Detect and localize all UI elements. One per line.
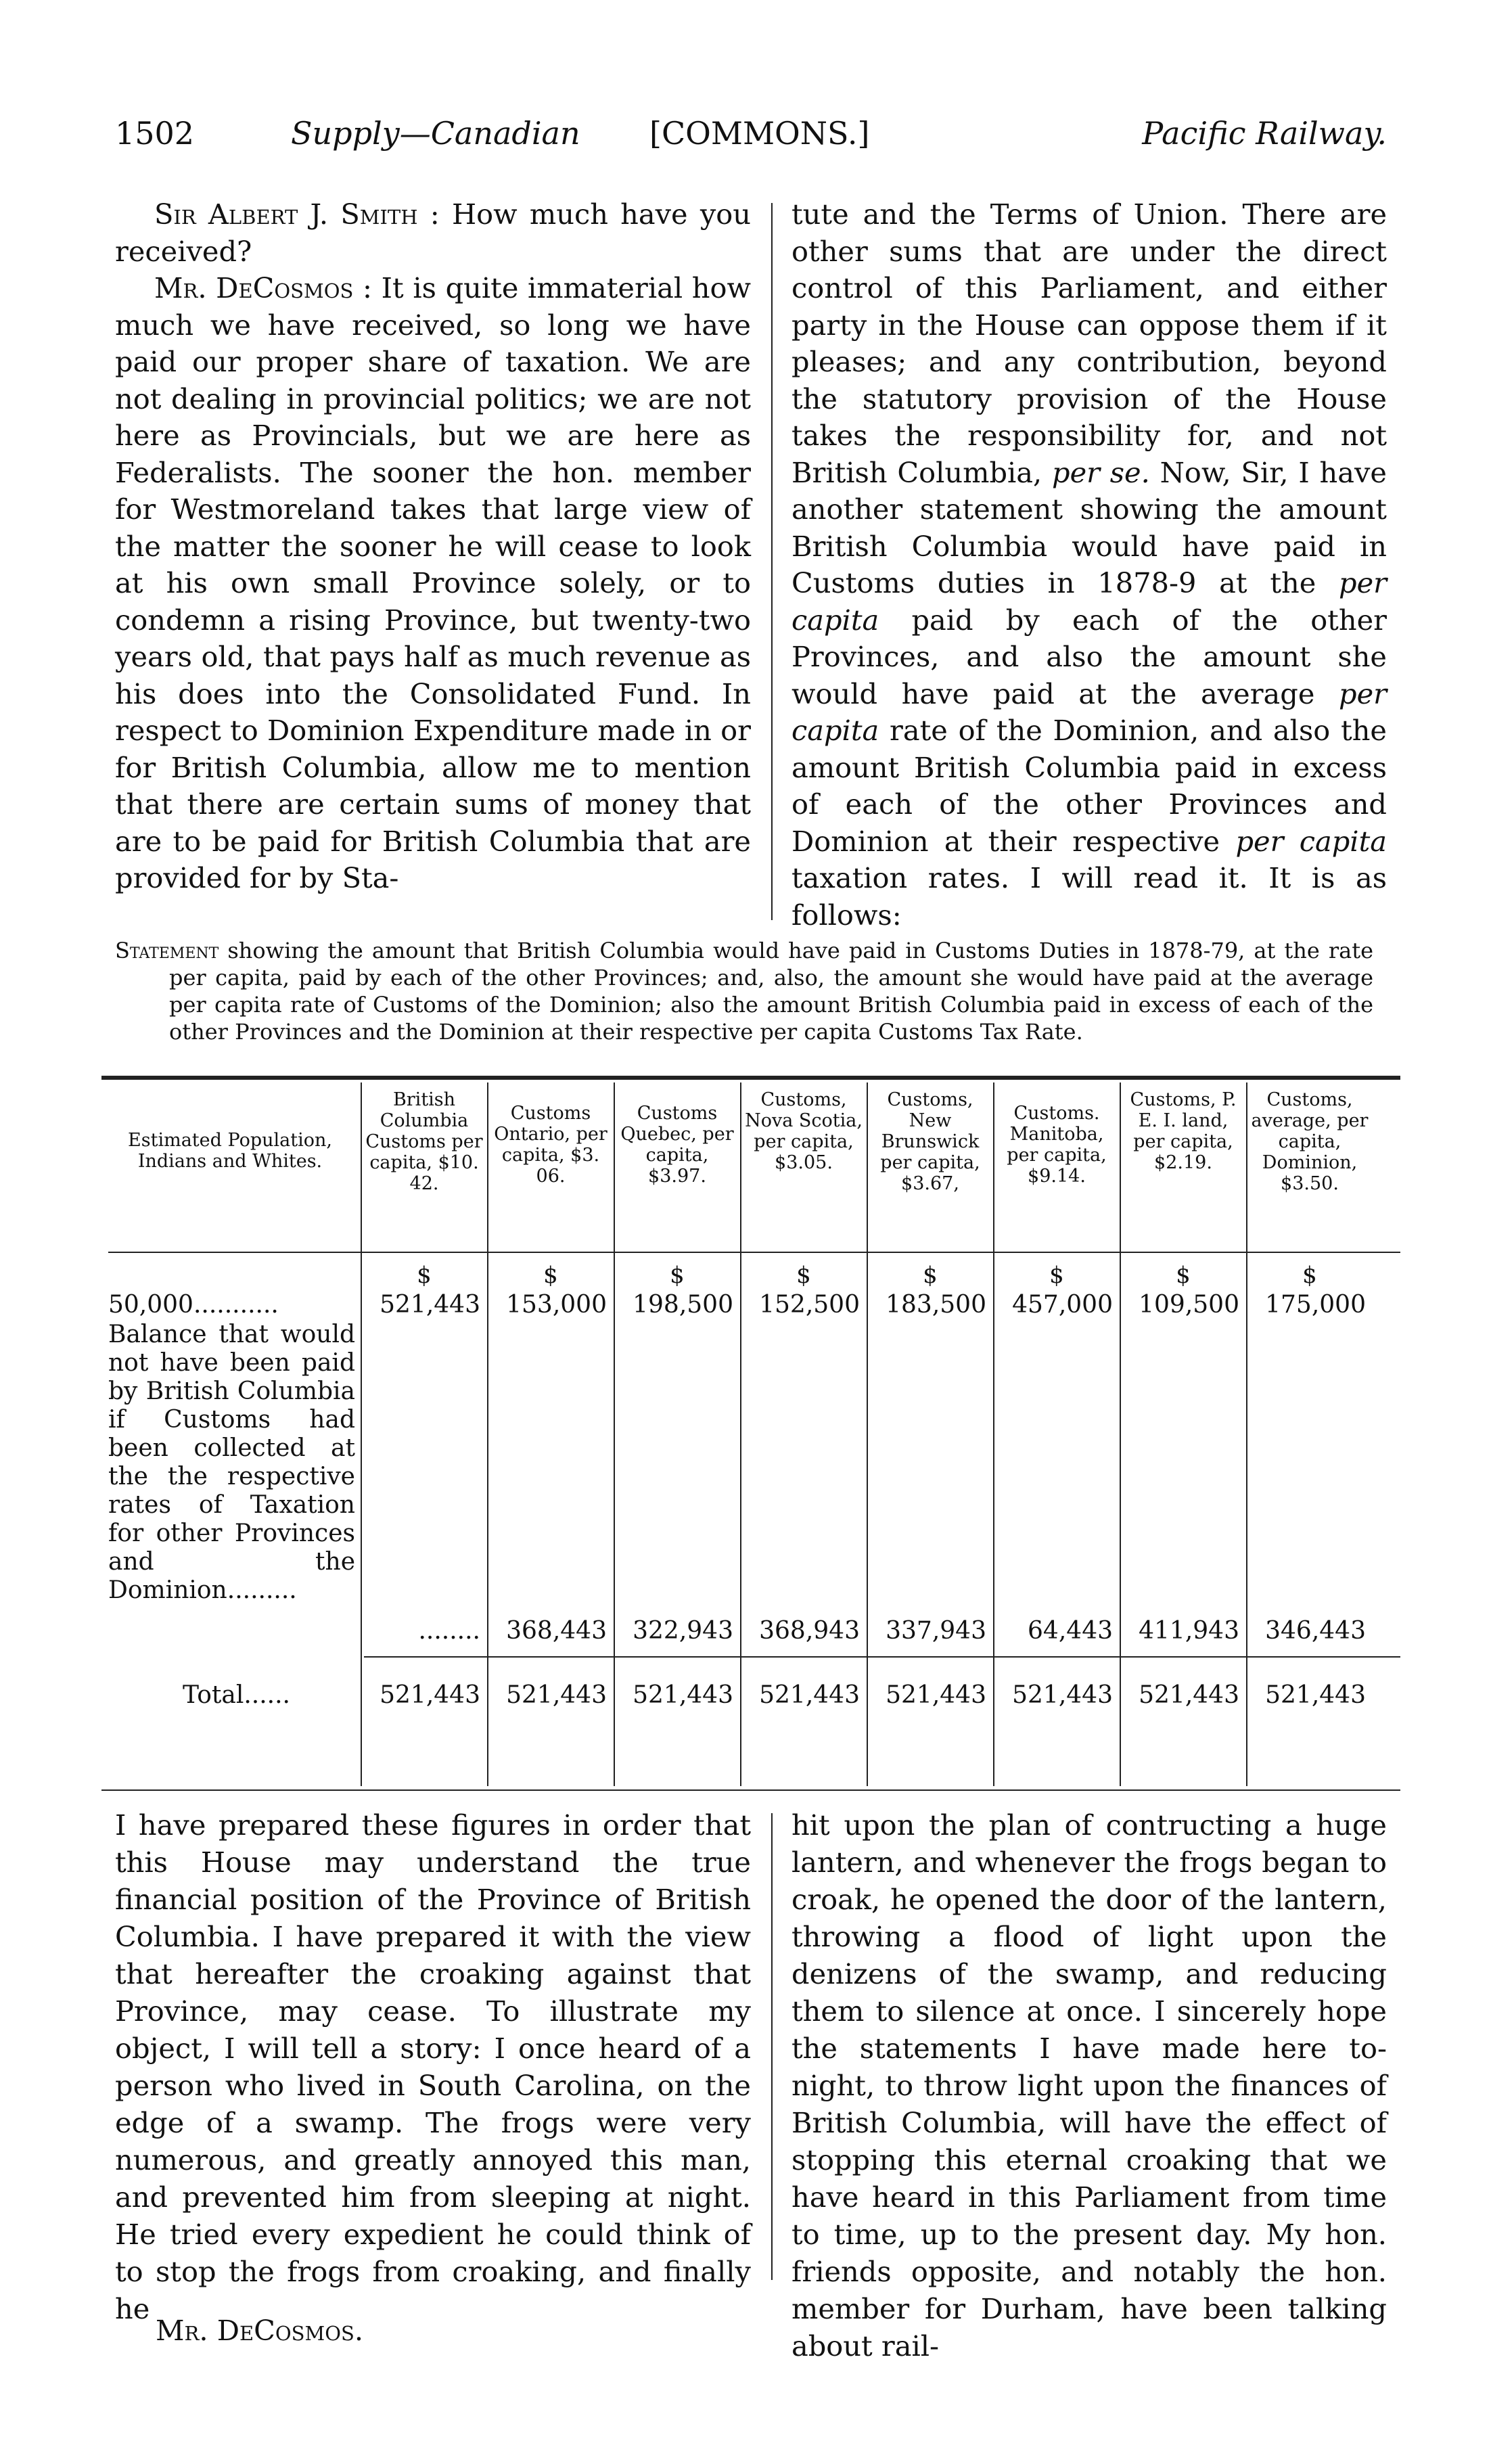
dollar-sign: $ [1176, 1262, 1191, 1289]
statement-lead: Statement [115, 938, 219, 963]
footer-speaker: Mr. DeCosmos. [156, 2314, 364, 2347]
table-cell: 457,000 [1012, 1291, 1113, 1319]
dollar-sign: $ [1049, 1262, 1064, 1289]
speech-text: rate of the Dominion, and also the amount British Columbia paid in excess of each of the other Provinces and Dominion at their respective [792, 714, 1387, 858]
table-cell: 368,443 [506, 1617, 607, 1645]
table-cell: 521,443 [380, 1681, 480, 1709]
column-header: Customs Ontario, per capita, $3. 06. [494, 1103, 607, 1187]
row-label-population: 50,000........... [108, 1291, 279, 1319]
running-head-topic: Pacific Railway. [1142, 115, 1387, 152]
column-header: Customs, Nova Scotia, per capita, $3.05. [745, 1089, 863, 1173]
column-header: Customs, P. E. I. land, per capita, $2.19. [1130, 1089, 1237, 1173]
column-header: British Columbia Customs per capita, $10. 42. [365, 1089, 483, 1194]
column-divider [771, 1813, 773, 2280]
customs-table [101, 1076, 1400, 1793]
statement-text: showing the amount that British Columbia would have paid in Customs Duties in 1878-79, at the rate per capita, paid by each of the other Provinces; and, also, the amount she would have paid at the average per capita rate of Customs of the Dominion; also the amount British Columbia paid in excess of each of the other Provinces and the Dominion at their respective per capita Customs Tax Rate. [169, 938, 1374, 1045]
table-column-rule [361, 1082, 362, 1786]
speaker-name: Mr. DeCosmos [154, 271, 354, 304]
column-divider [771, 203, 773, 920]
dollar-sign: $ [1302, 1262, 1317, 1289]
speech-paragraph [115, 270, 751, 897]
running-head-subject: Supply—Canadian [291, 115, 580, 152]
table-cell: 411,943 [1139, 1617, 1239, 1645]
page [101, 101, 1400, 2422]
table-column-rule [993, 1082, 994, 1786]
speech-paragraph [115, 196, 751, 270]
lower-left-column [115, 1806, 751, 2327]
table-cell: 521,443 [886, 1681, 986, 1709]
dollar-sign: $ [670, 1262, 685, 1289]
column-header: Customs Quebec, per capita, $3.97. [620, 1103, 734, 1187]
total-rule [364, 1656, 1400, 1658]
table-column-rule [487, 1082, 488, 1786]
speech-text: Now, Sir, I have another statement showing the amount British Columbia would have paid in Customs duties in 1878-9 at the [792, 455, 1387, 599]
dollar-sign: $ [923, 1262, 938, 1289]
upper-right-column [792, 196, 1387, 934]
table-cell: 521,443 [506, 1681, 607, 1709]
table-cell: 64,443 [1028, 1617, 1113, 1645]
table-column-rule [1246, 1082, 1247, 1786]
table-cell: 521,443 [380, 1291, 480, 1319]
table-cell: 368,943 [759, 1617, 860, 1645]
table-column-rule [1120, 1082, 1121, 1786]
table-cell: 521,443 [633, 1681, 733, 1709]
statement-caption [115, 937, 1373, 1045]
lower-right-column [792, 1806, 1387, 2365]
table-column-rule [614, 1082, 615, 1786]
table-column-rule [867, 1082, 868, 1786]
table-cell: 337,943 [886, 1617, 986, 1645]
column-header: Customs, average, per capita, Dominion, $3.50. [1251, 1089, 1369, 1194]
speech-text: : How much have you received? [115, 198, 751, 268]
page-number: 1502 [115, 115, 195, 152]
italic-text: per se. [1052, 455, 1150, 489]
page-header [101, 101, 1400, 156]
speech-text: paid by each of the other Provinces, and also the amount she would have paid at the average [792, 603, 1387, 710]
table-cell: 152,500 [759, 1291, 860, 1319]
table-cell: 183,500 [886, 1291, 986, 1319]
row-header-label: Estimated Population, Indians and Whites. [128, 1130, 332, 1172]
speech-paragraph [792, 196, 1387, 934]
table-cell: 322,943 [633, 1617, 733, 1645]
running-head-house: [COMMONS.] [649, 115, 870, 152]
speech-text: taxation rates. I will read it. It is as follows: [792, 861, 1387, 932]
speech-paragraph: I have prepared these figures in order that this House may understand the true financial position of the Province of British Columbia. I have prepared it with the view that hereafter the croaking against that Province, may cease. To illustrate my object, I will tell a story: I once heard of a person who lived in South Carolina, on the edge of a swamp. The frogs were very numerous, and greatly annoyed this man, and prevented him from sleeping at night. He tried every expedient he could think of to stop the frogs from croaking, and finally he [115, 1808, 751, 2325]
table-cell: 521,443 [1265, 1681, 1366, 1709]
upper-left-column [115, 196, 751, 897]
table-bottom-rule [101, 1789, 1400, 1791]
table-top-rule [101, 1076, 1400, 1080]
header-rule [108, 1252, 1400, 1253]
speech-text: tute and the Terms of Union. There are other sums that are under the direct control of this Parliament, and either party in the House can oppose them if it pleases; and any contribution, beyond the statutory provision of the House takes the responsibility for, and not British Columbia, [792, 198, 1387, 489]
row-label-total: Total...... [183, 1681, 290, 1709]
table-cell: 521,443 [1139, 1681, 1239, 1709]
table-cell: 175,000 [1265, 1291, 1366, 1319]
italic-text: per capita [1235, 824, 1387, 858]
table-cell: 521,443 [1012, 1681, 1113, 1709]
column-header: Customs. Manitoba, per capita, $9.14. [1007, 1103, 1107, 1187]
row-label-balance: Balance that would not have been paid by British Columbia if Customs had been collected at the the respective rates of Taxation for other Provinces and the Dominion......... [108, 1321, 355, 1604]
table-cell: 346,443 [1265, 1617, 1366, 1645]
dollar-sign: $ [543, 1262, 558, 1289]
table-column-rule [740, 1082, 741, 1786]
column-header: Customs, New Brunswick per capita, $3.67, [880, 1089, 980, 1194]
table-cell: 521,443 [759, 1681, 860, 1709]
dollar-sign: $ [417, 1262, 432, 1289]
italic-text: per capita [792, 566, 1387, 637]
speech-text: : It is quite immaterial how much we have received, so long we have paid our proper share of taxation. We are not dealing in provincial politics; we are not here as Provincials, but we are here as Federalists. The sooner the hon. member for Westmoreland takes that large view of the matter the sooner he will cease to look at his own small Province solely, or to condemn a rising Province, but twenty-two years old, that pays half as much revenue as his does into the Consolidated Fund. In respect to Dominion Expenditure made in or for British Columbia, allow me to mention that there are certain sums of money that are to be paid for British Columbia that are provided for by Sta- [115, 271, 751, 894]
table-cell: ........ [418, 1617, 480, 1645]
speaker-name: Sir Albert J. Smith [154, 198, 418, 231]
table-cell: 198,500 [633, 1291, 733, 1319]
italic-text: per capita [792, 677, 1387, 747]
dollar-sign: $ [796, 1262, 811, 1289]
speech-paragraph: hit upon the plan of contructing a huge lantern, and whenever the frogs began to croak, he opened the door of the lantern, throwing a flood of light upon the denizens of the swamp, and reducing them to silence at once. I sincerely hope the statements I have made here to-night, to throw light upon the finances of British Columbia, will have the effect of stopping this eternal croaking that we have heard in this Parliament from time to time, up to the present day. My hon. friends opposite, and notably the hon. member for Durham, have been talking about rail- [792, 1808, 1387, 2363]
table-cell: 109,500 [1139, 1291, 1239, 1319]
table-cell: 153,000 [506, 1291, 607, 1319]
